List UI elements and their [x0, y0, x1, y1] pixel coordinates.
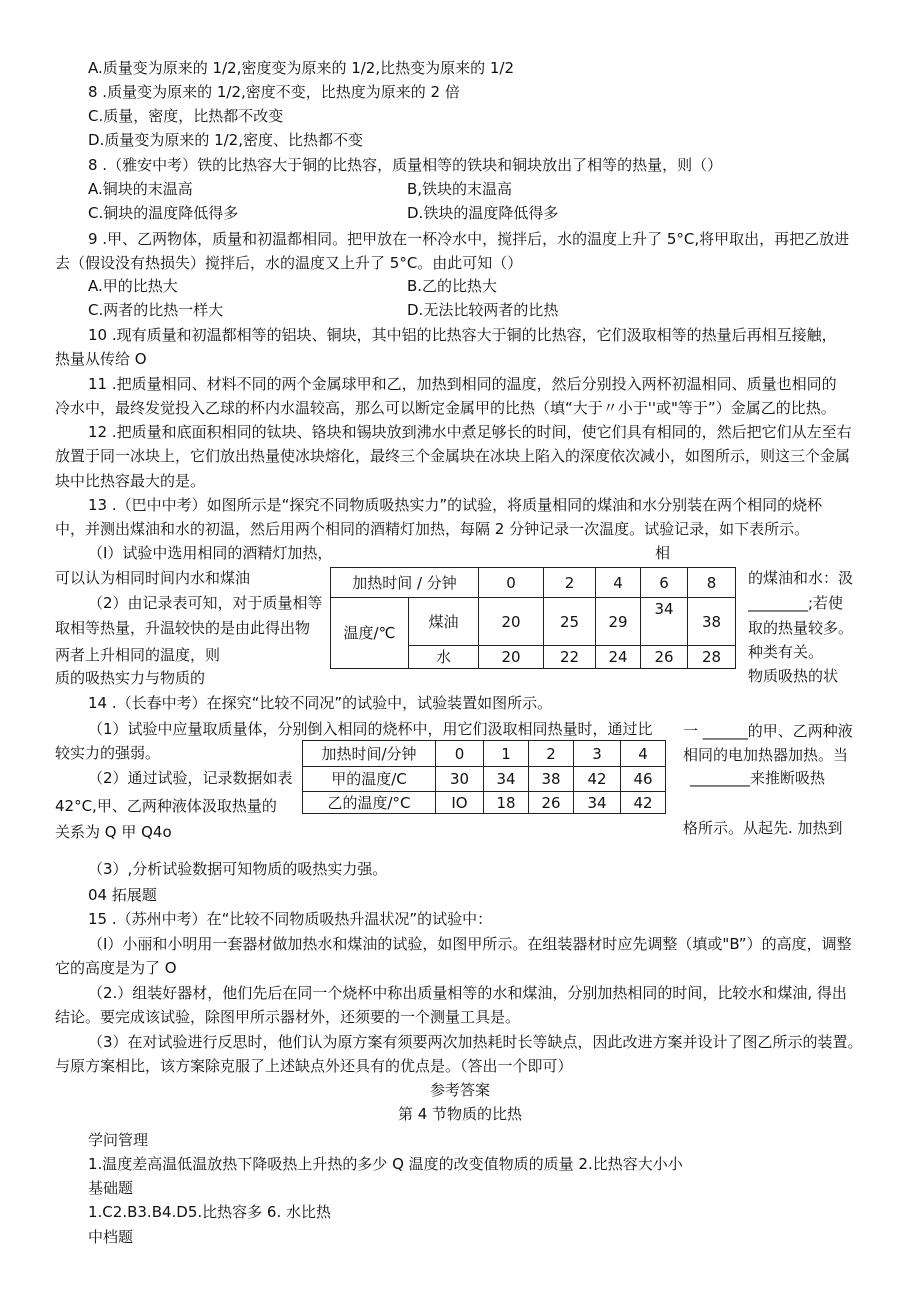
- table-header-time: 1: [484, 741, 529, 767]
- q7-option-d: D.质量变为原来的 1/2,密度、比热都不变: [88, 131, 363, 149]
- table-cell: 34: [641, 598, 688, 646]
- q13-part1-cont-left: 可以认为相同时间内水和煤油: [55, 569, 251, 587]
- table-cell: 42: [574, 767, 621, 792]
- q13-part1-left: （I）试验中选用相同的酒精灯加热，: [88, 544, 333, 562]
- table-header-time: 0: [436, 741, 484, 767]
- q14-part1-left: （1）试验中应量取质量体，分别倒入相同的烧杯中，用它们汲取相同热量时，通过比: [88, 720, 653, 738]
- q14-stem: 14 .（长春中考）在探究“比较不同况”的试验中，试验装置如图所示。: [88, 694, 553, 712]
- answers-knowledge-text: 1.温度差高温低温放热下降吸热上升热的多少 Q 温度的改变值物质的质量 2.比热容大小小: [88, 1155, 683, 1173]
- table-header-time: 6: [641, 568, 688, 598]
- table-header-time-label: 加热时间/分钟: [303, 741, 436, 767]
- q7-option-c: C.质量，密度，比热都不改变: [88, 107, 284, 125]
- q14-part2-right: ________来推断吸热: [690, 769, 826, 787]
- q13-part2-cont2-right: 种类有关。: [748, 643, 824, 661]
- table-header-time: 3: [574, 741, 621, 767]
- table-header-time: 0: [479, 568, 544, 598]
- q7-option-a: A.质量变为原来的 1/2,密度变为原来的 1/2,比热变为原来的 1/2: [88, 59, 515, 77]
- table-cell: 22: [544, 646, 596, 669]
- answers-title: 参考答案: [429, 1081, 490, 1099]
- table-cell: 46: [621, 767, 666, 792]
- table-cell: 18: [484, 792, 529, 814]
- table-header-time: 2: [544, 568, 596, 598]
- q15-part3-line2: 与原方案相比，该方案除克服了上述缺点外还具有的优点是。（答出一个即可）: [55, 1057, 573, 1075]
- q13-part2-cont3-left: 质的吸热实力与物质的: [55, 669, 206, 687]
- q15-part2-line1: （2.）组装好器材，他们先后在同一个烧杯中称出质量相等的水和煤油，分别加热相同的时间，比较水和煤油, 得出: [88, 984, 847, 1002]
- table-row: [303, 767, 666, 792]
- q14-data-table: [302, 740, 666, 814]
- q13-part1-right: 相: [655, 544, 671, 562]
- q15-part1-line2: 它的高度是为了 O: [55, 959, 177, 977]
- table-cell: 30: [436, 767, 484, 792]
- table-header-time-label: 加热时间 / 分钟: [331, 568, 479, 598]
- table-header-row: [303, 741, 666, 767]
- q14-part2-cont2-right: 格所示。从起先. 加热到: [683, 819, 843, 837]
- table-row-label: 水: [409, 646, 479, 669]
- q13-part2-right: ________;若使: [748, 594, 844, 612]
- q14-part2-left: （2）通过试验，记录数据如表: [88, 769, 293, 787]
- table-header-time: 8: [688, 568, 736, 598]
- q10-line2: 热量从传给 O: [55, 350, 147, 368]
- q13-data-table: [330, 567, 736, 669]
- table-cell: 26: [529, 792, 574, 814]
- q13-line2: 中，并测出煤油和水的初温，然后用两个相同的酒精灯加热，每隔 2 分钟记录一次温度。试验记录，如下表所示。: [55, 520, 810, 538]
- table-cell: 20: [479, 598, 544, 646]
- table-cell: IO: [436, 792, 484, 814]
- q12-line1: 12 .把质量和底面积相同的钛块、铬块和锡块放到沸水中煮足够长的时间，使它们具有相同的，然后把它们从左至右: [88, 423, 852, 441]
- table-cell: 24: [596, 646, 641, 669]
- q9-option-b: B.乙的比热大: [407, 277, 498, 295]
- q14-part3: （3）,分析试验数据可知物质的吸热实力强。: [88, 860, 388, 878]
- table-cell: 34: [484, 767, 529, 792]
- table-row-label: 乙的温度/°C: [303, 792, 436, 814]
- answers-knowledge-heading: 学问管理: [88, 1131, 149, 1149]
- q12-line3: 块中比热容最大的是。: [55, 472, 206, 490]
- q10-line1: 10 .现有质量和初温都相等的铝块、铜块，其中铝的比热容大于铜的比热容，它们汲取相等的热量后再相互接触，: [88, 326, 837, 344]
- q12-line2: 放置于同一冰块上，它们放出热量使冰块熔化，最终三个金属块在冰块上陷入的深度依次减小，如图所示，则这三个金属: [55, 447, 851, 465]
- q9-stem-line1: 9 .甲、乙两物体，质量和初温都相同。把甲放在一杯冷水中，搅拌后，水的温度上升了 5°C,将甲取出，再把乙放进: [88, 230, 850, 248]
- section-extension-heading: 04 拓展题: [88, 886, 157, 904]
- q13-part2-cont3-right: 物质吸热的状: [748, 667, 839, 685]
- table-cell: 34: [574, 792, 621, 814]
- table-header-time: 4: [596, 568, 641, 598]
- table-cell: 26: [641, 646, 688, 669]
- table-header-row: [331, 568, 736, 598]
- q11-line1: 11 .把质量相同、材料不同的两个金属球甲和乙，加热到相同的温度，然后分别投入两杯初温相同、质量也相同的: [88, 375, 837, 393]
- q8-stem: 8 .（雅安中考）铁的比热容大于铜的比热容，质量相等的铁块和铜块放出了相等的热量，则（）: [88, 156, 723, 174]
- q15-stem: 15 .（苏州中考）在“比较不同物质吸热升温状况”的试验中：: [88, 910, 493, 928]
- q9-option-a: A.甲的比热大: [88, 277, 178, 295]
- q9-option-d: D.无法比较两者的比热: [407, 301, 559, 319]
- answers-basic-text: 1.C2.B3.B4.D5.比热容多 6. 水比热: [88, 1203, 332, 1221]
- q14-part2-cont2-left: 关系为 Q 甲 Q4o: [55, 823, 172, 841]
- q13-part1-cont-right: 的煤油和水：汲: [748, 569, 854, 587]
- table-cell: 20: [479, 646, 544, 669]
- table-row-label: 煤油: [409, 598, 479, 646]
- q13-line1: 13 .（巴中中考）如图所示是“探究不同物质吸热实力”的试验，将质量相同的煤油和水分别装在两个相同的烧杯: [88, 496, 823, 514]
- q8-option-d: D.铁块的温度降低得多: [407, 204, 559, 222]
- table-header-time: 2: [529, 741, 574, 767]
- q15-part2-line2: 结论。要完成该试验，除图甲所示器材外，还须要的一个测量工具是。: [55, 1008, 521, 1026]
- q9-stem-line2: 去（假设没有热损失）搅拌后，水的温度又上升了 5°C。由此可知（）: [55, 254, 523, 272]
- q13-part2-cont1-left: 取相等热量，升温较快的是由此得出物: [55, 619, 311, 637]
- q14-part1-right: 一 ______的甲、乙两种液: [683, 722, 853, 740]
- q11-line2: 冷水中，最终发觉投入乙球的杯内水温较高，那么可以断定金属甲的比热（填“大于〃小于''或"等于”）金属乙的比热。: [55, 399, 836, 417]
- table-cell: 42: [621, 792, 666, 814]
- q13-part2-cont2-left: 两者上升相同的温度，则: [55, 646, 221, 664]
- q14-part1-cont-right: 相同的电加热器加热。当: [683, 746, 849, 764]
- answers-section-title: 第 4 节物质的比热: [397, 1105, 523, 1123]
- q8-option-c: C.铜块的温度降低得多: [88, 204, 239, 222]
- table-cell: 28: [688, 646, 736, 669]
- answers-medium-heading: 中档题: [88, 1228, 134, 1246]
- q15-part3-line1: （3）在对试验进行反思时，他们认为原方案有须要两次加热耗时长等缺点，因此改进方案并设计了图乙所示的装置。: [88, 1033, 863, 1051]
- answers-basic-heading: 基础题: [88, 1179, 134, 1197]
- table-header-time: 4: [621, 741, 666, 767]
- table-cell: 38: [529, 767, 574, 792]
- table-row-group-label: 温度/℃: [331, 598, 409, 669]
- table-row-label: 甲的温度/C: [303, 767, 436, 792]
- q15-part1-line1: （I）小丽和小明用一套器材做加热水和煤油的试验，如图甲所示。在组装器材时应先调整（填或"B”）的高度，调整: [88, 935, 852, 953]
- table-cell: 25: [544, 598, 596, 646]
- table-cell: 29: [596, 598, 641, 646]
- q8-option-b: B,铁块的末温高: [407, 180, 513, 198]
- q13-part2-cont1-right: 取的热量较多。: [748, 619, 854, 637]
- table-row: [331, 598, 736, 646]
- q14-part1-cont-left: 较实力的强弱。: [55, 744, 161, 762]
- table-cell: 38: [688, 598, 736, 646]
- q14-part2-cont1-left: 42°C,甲、乙两种液体汲取热量的: [55, 797, 277, 815]
- q9-option-c: C.两者的比热一样大: [88, 301, 224, 319]
- q13-part2-left: （2）由记录表可知，对于质量相等: [88, 594, 323, 612]
- q8-option-a: A.铜块的末温高: [88, 180, 193, 198]
- table-row: [303, 792, 666, 814]
- q7-option-b: 8 .质量变为原来的 1/2,密度不变，比热度为原来的 2 倍: [88, 83, 460, 101]
